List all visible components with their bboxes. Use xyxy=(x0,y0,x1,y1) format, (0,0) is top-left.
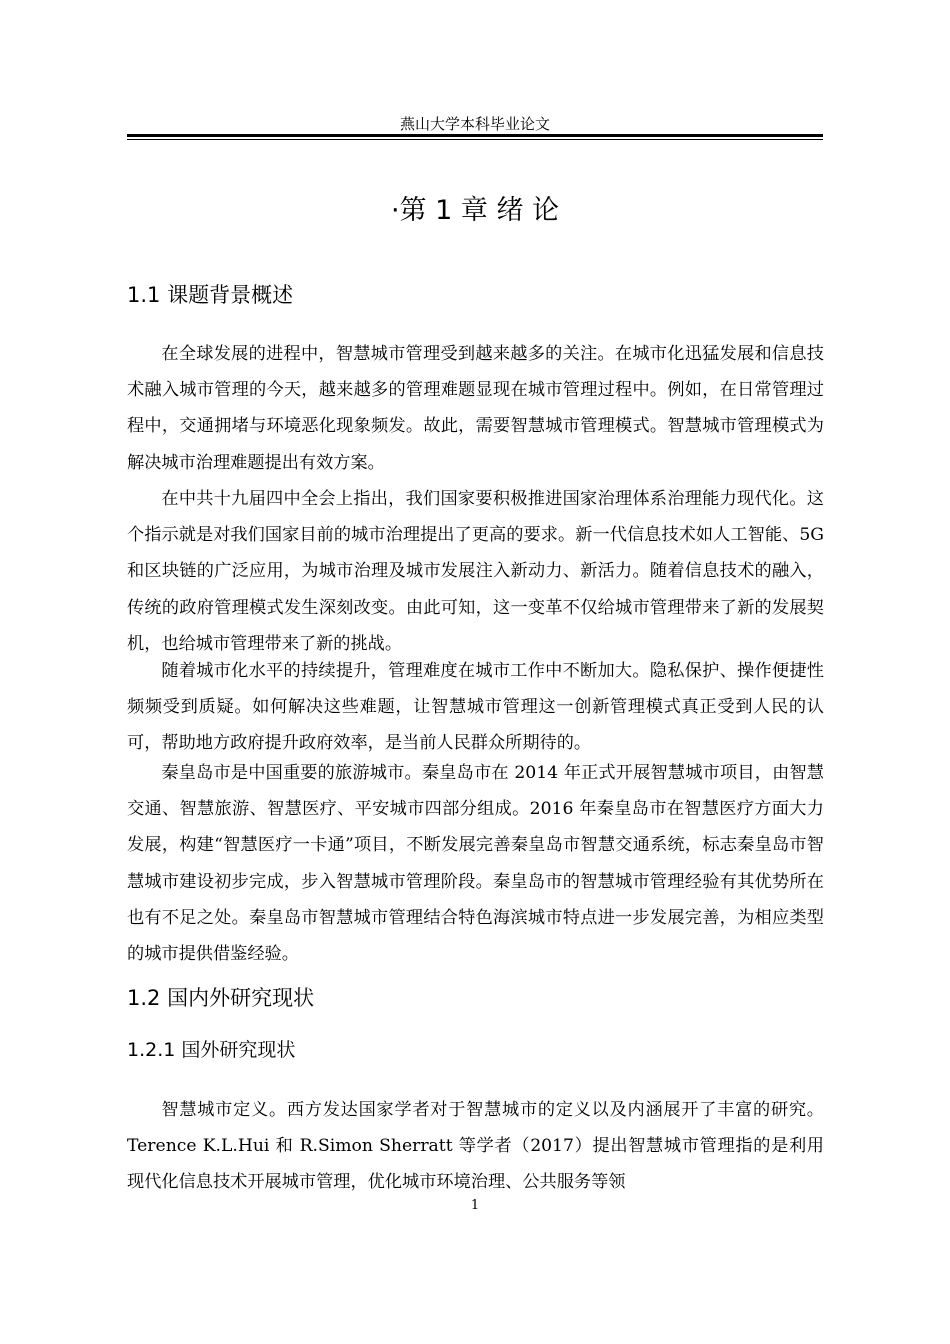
subsection-heading-1-2-1: 1.2.1 国外研究现状 xyxy=(127,1039,296,1061)
paragraph: 在中共十九届四中全会上指出，我们国家要积极推进国家治理体系治理能力现代化。这个指示就是对我们国家目前的城市治理提出了更高的要求。新一代信息技术如人工智能、5G 和区块链的广泛应用，为城市治理及城市发展注入新动力、新活力。随着信息技术的融入，传统的政府管理模式发生深刻改变。由此可知，这一变革不仅给城市管理带来了新的发展契机，也给城市管理带来了新的挑战。 xyxy=(127,489,824,654)
running-header: 燕山大学本科毕业论文 xyxy=(399,115,550,133)
paragraph: 随着城市化水平的持续提升，管理难度在城市工作中不断加大。隐私保护、操作便捷性频频受到质疑。如何解决这些难题，让智慧城市管理这一创新管理模式真正受到人民的认可，帮助地方政府提升政府效率，是当前人民群众所期待的。 xyxy=(127,661,824,754)
section-heading-1-1: 1.1 课题背景概述 xyxy=(127,283,294,307)
section-heading-1-2: 1.2 国内外研究现状 xyxy=(127,986,315,1010)
paragraph: 智慧城市定义。西方发达国家学者对于智慧城市的定义以及内涵展开了丰富的研究。Terence K.L.Hui 和 R.Simon Sherratt 等学者（2017）提出智慧城市管理指的是利用现代化信息技术开展城市管理，优化城市环境治理、公共服务等领 xyxy=(127,1100,824,1193)
header-rule-thin xyxy=(127,139,823,140)
paragraph: 秦皇岛市是中国重要的旅游城市。秦皇岛市在 2014 年正式开展智慧城市项目，由智慧交通、智慧旅游、智慧医疗、平安城市四部分组成。2016 年秦皇岛市在智慧医疗方面大力发展，构建“智慧医疗一卡通”项目，不断发展完善秦皇岛市智慧交通系统，标志秦皇岛市智慧城市建设初步完成，步入智慧城市管理阶段。秦皇岛市的智慧城市管理经验有其优势所在也有不足之处。秦皇岛市智慧城市管理结合特色海滨城市特点进一步发展完善，为相应类型的城市提供借鉴经验。 xyxy=(127,763,824,965)
header-rule-thick xyxy=(127,134,823,137)
paragraph: 在全球发展的进程中，智慧城市管理受到越来越多的关注。在城市化迅猛发展和信息技术融入城市管理的今天，越来越多的管理难题显现在城市管理过程中。例如，在日常管理过程中，交通拥堵与环境恶化现象频发。故此，需要智慧城市管理模式。智慧城市管理模式为解决城市治理难题提出有效方案。 xyxy=(127,344,824,473)
chapter-title: ·第 1 章 绪 论 xyxy=(390,195,560,226)
page-number: 1 xyxy=(470,1198,480,1213)
